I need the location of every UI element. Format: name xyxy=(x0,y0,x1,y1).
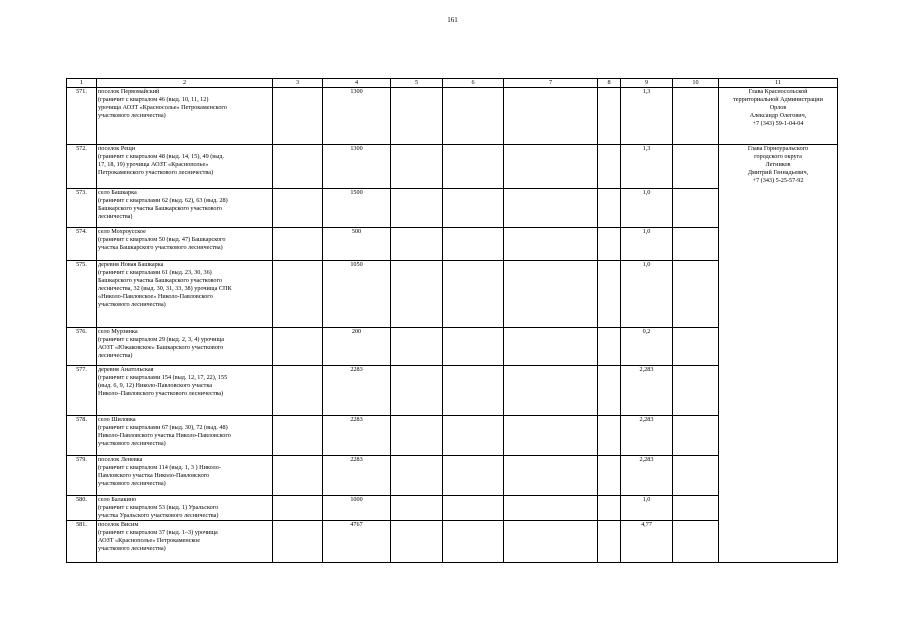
cell-col5 xyxy=(391,416,443,456)
cell-col8 xyxy=(598,88,621,145)
description-line: участка Башкарского участкового лесничества) xyxy=(98,243,223,251)
cell-col7 xyxy=(504,261,598,328)
cell-col3 xyxy=(273,261,323,328)
contact-info xyxy=(719,145,838,563)
cell-col4: 500 xyxy=(323,228,391,261)
cell-col4: 1000 xyxy=(323,496,391,521)
cell-col9: 1,0 xyxy=(621,496,673,521)
cell-col4: 2283 xyxy=(323,366,391,416)
cell-col5 xyxy=(391,88,443,145)
cell-col10 xyxy=(673,328,719,366)
settlement-description xyxy=(97,189,273,228)
cell-col8 xyxy=(598,328,621,366)
settlement-description xyxy=(97,366,273,416)
cell-col7 xyxy=(504,189,598,228)
cell-col4: 1050 xyxy=(323,261,391,328)
cell-col4: 4767 xyxy=(323,521,391,563)
description-line: участкового лесничества) xyxy=(98,111,166,119)
table-row xyxy=(67,145,838,189)
column-header: 10 xyxy=(673,79,719,88)
row-number: 571. xyxy=(67,88,97,145)
description-line: (граничит с кварталом 50 (выд. 47) Башкарского xyxy=(98,235,226,243)
contact-line: Глава Красносольской xyxy=(748,88,808,95)
cell-col5 xyxy=(391,456,443,496)
cell-col10 xyxy=(673,416,719,456)
contact-line: Александр Олегович, xyxy=(749,111,807,119)
description-line: (граничит с кварталами 67 (выд. 30), 72 (выд. 48) xyxy=(98,423,228,431)
page-number: 161 xyxy=(447,16,458,24)
description-line: участка Уральского участкового лесничества) xyxy=(98,511,219,519)
cell-col7 xyxy=(504,88,598,145)
cell-col10 xyxy=(673,145,719,189)
description-line: Николо–Павловского участкового лесничества) xyxy=(98,389,224,397)
cell-col8 xyxy=(598,496,621,521)
description-line: Петрокаменского участкового лесничества) xyxy=(98,168,214,176)
description-line: поселок Первомайский xyxy=(98,88,160,95)
column-header: 4 xyxy=(323,79,391,88)
description-line: урочища АОЗТ «Красносолье» Петрокаменского xyxy=(98,103,227,111)
column-header: 9 xyxy=(621,79,673,88)
cell-col10 xyxy=(673,88,719,145)
cell-col4: 2283 xyxy=(323,416,391,456)
settlement-description xyxy=(97,88,273,145)
cell-col3 xyxy=(273,145,323,189)
description-line: лесничества, 32 (выд. 30, 31, 33, 38) урочища СПК xyxy=(98,284,232,292)
cell-col4: 1500 xyxy=(323,189,391,228)
description-line: поселок Висим xyxy=(98,521,139,528)
description-line: село Балакино xyxy=(98,496,137,503)
description-line: (граничит с кварталом 48 (выд. 14, 15), 49 (выд. xyxy=(98,152,225,160)
row-number: 574. xyxy=(67,228,97,261)
cell-col10 xyxy=(673,456,719,496)
cell-col10 xyxy=(673,189,719,228)
settlement-description xyxy=(97,456,273,496)
header-row xyxy=(67,79,838,88)
description-line: «Николо-Павловское» Николо-Павловского xyxy=(98,292,213,300)
cell-col4: 1300 xyxy=(323,145,391,189)
cell-col4: 1300 xyxy=(323,88,391,145)
column-header: 3 xyxy=(273,79,323,88)
cell-col8 xyxy=(598,145,621,189)
column-header: 5 xyxy=(391,79,443,88)
description-line: (граничит с кварталом 37 (выд. 1–3) урочища xyxy=(98,528,218,536)
cell-col9: 2,283 xyxy=(621,416,673,456)
cell-col6 xyxy=(443,261,504,328)
settlement-description xyxy=(97,496,273,521)
row-number: 575. xyxy=(67,261,97,328)
cell-col5 xyxy=(391,366,443,416)
contact-info xyxy=(719,88,838,145)
cell-col5 xyxy=(391,145,443,189)
description-line: участкового лесничества) xyxy=(98,300,166,308)
cell-col6 xyxy=(443,228,504,261)
table-row xyxy=(67,88,838,145)
contact-line: городского округа xyxy=(754,152,802,160)
cell-col3 xyxy=(273,88,323,145)
row-number: 573. xyxy=(67,189,97,228)
column-header: 6 xyxy=(443,79,504,88)
cell-col9: 1,3 xyxy=(621,145,673,189)
description-line: поселок Леневка xyxy=(98,456,143,463)
cell-col6 xyxy=(443,145,504,189)
cell-col7 xyxy=(504,145,598,189)
description-line: (граничит с кварталом 53 (выд. 1) Уральского xyxy=(98,503,219,511)
settlement-description xyxy=(97,328,273,366)
cell-col3 xyxy=(273,456,323,496)
cell-col3 xyxy=(273,521,323,563)
row-number: 577. xyxy=(67,366,97,416)
description-line: (граничит с кварталом 46 (выд. 10, 11, 12) xyxy=(98,95,209,103)
cell-col10 xyxy=(673,521,719,563)
description-line: село Мурзинка xyxy=(98,328,138,335)
cell-col8 xyxy=(598,456,621,496)
cell-col6 xyxy=(443,328,504,366)
row-number: 576. xyxy=(67,328,97,366)
cell-col6 xyxy=(443,521,504,563)
description-line: АОЗТ «Краснополье» Петрокаменское xyxy=(98,536,201,544)
row-number: 581. xyxy=(67,521,97,563)
cell-col7 xyxy=(504,228,598,261)
description-line: (граничит с кварталом 29 (выд. 2, 3, 4) урочища xyxy=(98,335,224,343)
description-line: участкового лесничества) xyxy=(98,439,166,447)
contact-line: Орлов xyxy=(769,103,787,111)
settlement-description xyxy=(97,145,273,189)
cell-col10 xyxy=(673,366,719,416)
contact-line: +7 (343) 5-25-57-92 xyxy=(752,176,804,184)
cell-col9: 1,3 xyxy=(621,88,673,145)
description-line: деревня Анатольская xyxy=(98,366,154,373)
contact-line: Дмитрий Геннадьевич, xyxy=(747,168,809,176)
cell-col10 xyxy=(673,261,719,328)
cell-col7 xyxy=(504,521,598,563)
cell-col5 xyxy=(391,496,443,521)
cell-col8 xyxy=(598,228,621,261)
description-line: село Мохроусское xyxy=(98,228,146,235)
column-header: 1 xyxy=(67,79,97,88)
description-line: Николо-Павловского участка Николо-Павловского xyxy=(98,431,231,439)
cell-col5 xyxy=(391,328,443,366)
cell-col8 xyxy=(598,261,621,328)
settlement-description xyxy=(97,261,273,328)
description-line: лесничества) xyxy=(98,351,133,359)
cell-col3 xyxy=(273,366,323,416)
description-line: (граничит с кварталом 114 (выд. 1, 3 ) Николо- xyxy=(98,463,221,471)
contact-line: Глава Горноуральского xyxy=(747,145,809,152)
cell-col8 xyxy=(598,521,621,563)
description-line: (выд. 6, 9, 12) Николо-Павловского участка xyxy=(98,381,213,389)
cell-col6 xyxy=(443,189,504,228)
description-line: деревня Новая Башкарка xyxy=(98,261,164,268)
cell-col9: 1,0 xyxy=(621,261,673,328)
row-number: 579. xyxy=(67,456,97,496)
cell-col7 xyxy=(504,328,598,366)
settlement-description xyxy=(97,416,273,456)
row-number: 578. xyxy=(67,416,97,456)
description-line: Башкарского участка Башкарского участкового xyxy=(98,276,222,284)
description-line: село Башкарка xyxy=(98,189,137,196)
cell-col5 xyxy=(391,521,443,563)
contact-line: территориальной Администрации xyxy=(733,95,823,103)
cell-col7 xyxy=(504,496,598,521)
description-line: Башкарского участка Башкарского участкового xyxy=(98,204,222,212)
cell-col3 xyxy=(273,416,323,456)
description-line: АОЗТ «Южаковское» Башкарского участкового xyxy=(98,343,224,351)
cell-col7 xyxy=(504,416,598,456)
column-header: 2 xyxy=(97,79,273,88)
cell-col6 xyxy=(443,88,504,145)
cell-col7 xyxy=(504,456,598,496)
column-header: 8 xyxy=(598,79,621,88)
cell-col3 xyxy=(273,328,323,366)
cell-col8 xyxy=(598,366,621,416)
cell-col5 xyxy=(391,228,443,261)
cell-col6 xyxy=(443,456,504,496)
cell-col8 xyxy=(598,416,621,456)
cell-col3 xyxy=(273,228,323,261)
row-number: 572. xyxy=(67,145,97,189)
cell-col9: 2,283 xyxy=(621,456,673,496)
cell-col10 xyxy=(673,496,719,521)
cell-col6 xyxy=(443,366,504,416)
row-number: 580. xyxy=(67,496,97,521)
cell-col6 xyxy=(443,416,504,456)
cell-col4: 200 xyxy=(323,328,391,366)
cell-col10 xyxy=(673,228,719,261)
description-line: село Шиловка xyxy=(98,416,136,423)
description-line: участкового лесничества) xyxy=(98,544,166,552)
cell-col9: 4,77 xyxy=(621,521,673,563)
settlement-description xyxy=(97,521,273,563)
cell-col9: 0,2 xyxy=(621,328,673,366)
cell-col6 xyxy=(443,496,504,521)
cell-col5 xyxy=(391,189,443,228)
description-line: (граничит с кварталами 154 (выд. 12, 17, 22), 155 xyxy=(98,373,228,381)
cell-col4: 2283 xyxy=(323,456,391,496)
cell-col7 xyxy=(504,366,598,416)
settlement-description xyxy=(97,228,273,261)
data-table xyxy=(66,78,838,563)
cell-col3 xyxy=(273,496,323,521)
cell-col3 xyxy=(273,189,323,228)
cell-col9: 2,283 xyxy=(621,366,673,416)
cell-col9: 1,0 xyxy=(621,189,673,228)
description-line: (граничит с кварталами 62 (выд. 62), 63 (выд. 28) xyxy=(98,196,228,204)
column-header: 11 xyxy=(719,79,838,88)
description-line: поселок Рещи xyxy=(98,145,136,152)
description-line: 17, 18, 19) урочища АОЗТ «Краснополье» xyxy=(98,160,209,168)
description-line: участкового лесничества) xyxy=(98,479,166,487)
description-line: (граничит с кварталами 61 (выд. 23, 30, 36) xyxy=(98,268,212,276)
cell-col9: 1,0 xyxy=(621,228,673,261)
contact-line: +7 (343) 59-1-04-04 xyxy=(752,119,804,127)
description-line: лесничества) xyxy=(98,212,133,220)
description-line: Павловского участка Николо-Павловского xyxy=(98,471,210,479)
contact-line: Летников xyxy=(765,160,791,168)
cell-col5 xyxy=(391,261,443,328)
cell-col8 xyxy=(598,189,621,228)
column-header: 7 xyxy=(504,79,598,88)
